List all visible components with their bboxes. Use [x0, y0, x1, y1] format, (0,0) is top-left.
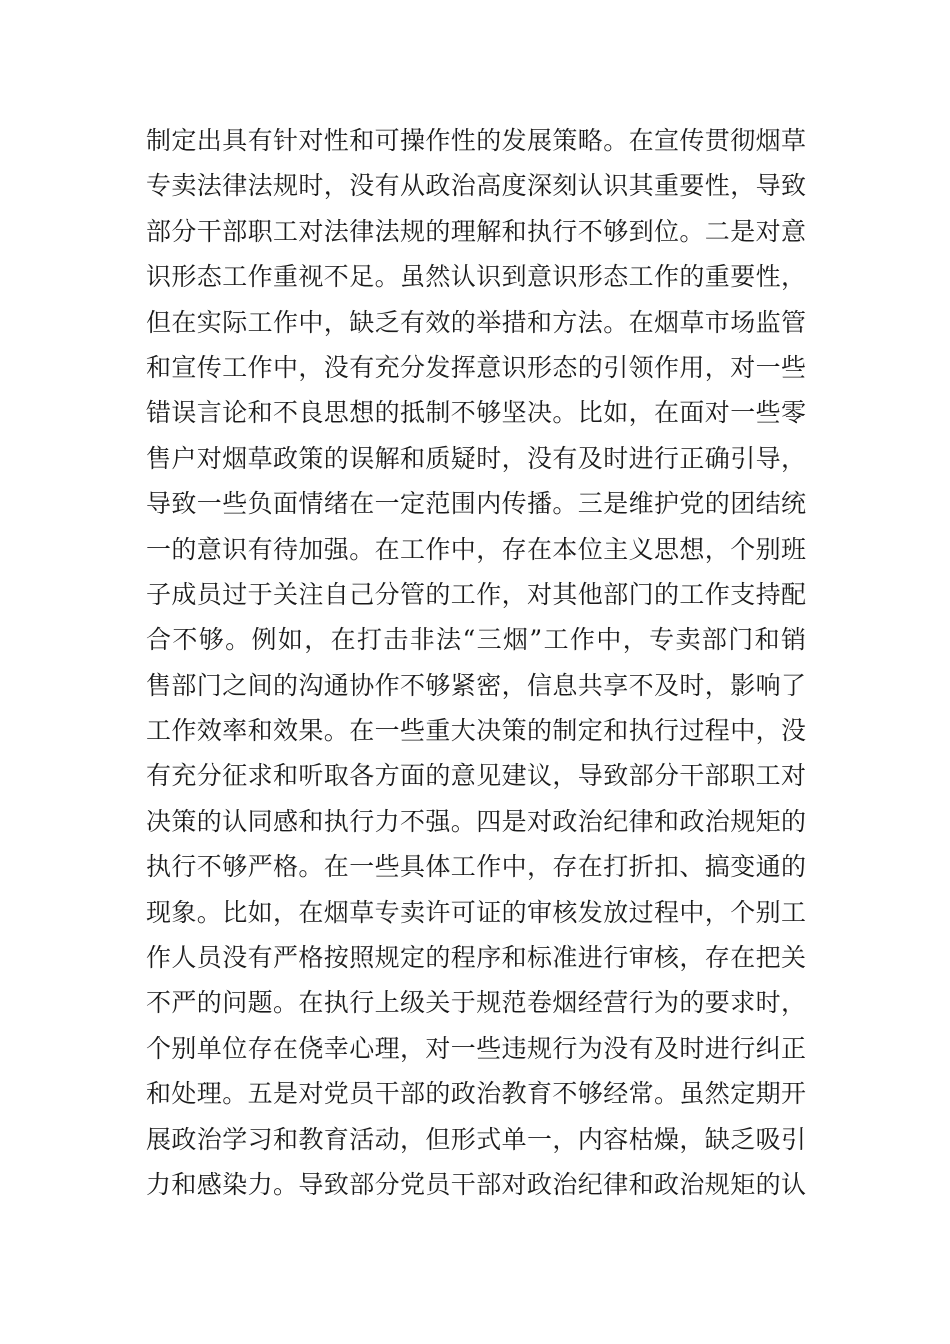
body-text [146, 118, 806, 1207]
text-line-12: 合不够。例如，在打击非法“三烟”工作中，专卖部门和销 [146, 625, 806, 655]
text-line-16: 决策的认同感和执行力不强。四是对政治纪律和政治规矩的 [146, 806, 806, 836]
text-line-14: 工作效率和效果。在一些重大决策的制定和执行过程中，没 [146, 716, 806, 746]
text-line-19: 作人员没有严格按照规定的程序和标准进行审核，存在把关 [146, 943, 806, 973]
text-line-21: 个别单位存在侥幸心理，对一些违规行为没有及时进行纠正 [146, 1033, 806, 1063]
text-line-9: 导致一些负面情绪在一定范围内传播。三是维护党的团结统 [146, 489, 806, 519]
text-line-11: 子成员过于关注自己分管的工作，对其他部门的工作支持配 [146, 579, 806, 609]
text-line-15: 有充分征求和听取各方面的意见建议，导致部分干部职工对 [146, 761, 806, 791]
text-line-24: 力和感染力。导致部分党员干部对政治纪律和政治规矩的认 [146, 1169, 806, 1199]
text-line-17: 执行不够严格。在一些具体工作中，存在打折扣、搞变通的 [146, 852, 806, 882]
text-line-1: 制定出具有针对性和可操作性的发展策略。在宣传贯彻烟草 [146, 126, 806, 155]
text-line-20: 不严的问题。在执行上级关于规范卷烟经营行为的要求时， [146, 988, 806, 1018]
text-line-22: 和处理。五是对党员干部的政治教育不够经常。虽然定期开 [146, 1079, 806, 1109]
text-line-6: 和宣传工作中，没有充分发挥意识形态的引领作用，对一些 [146, 352, 806, 382]
text-line-8: 售户对烟草政策的误解和质疑时，没有及时进行正确引导， [146, 443, 806, 473]
text-line-13: 售部门之间的沟通协作不够紧密，信息共享不及时，影响了 [146, 670, 806, 700]
text-line-7: 错误言论和不良思想的抵制不够坚决。比如，在面对一些零 [146, 398, 806, 428]
text-line-5: 但在实际工作中，缺乏有效的举措和方法。在烟草市场监管 [146, 307, 806, 337]
text-line-18: 现象。比如，在烟草专卖许可证的审核发放过程中，个别工 [146, 897, 806, 927]
text-line-2: 专卖法律法规时，没有从政治高度深刻认识其重要性，导致 [146, 171, 806, 201]
text-line-4: 识形态工作重视不足。虽然认识到意识形态工作的重要性， [146, 262, 806, 292]
text-line-10: 一的意识有待加强。在工作中，存在本位主义思想，个别班 [146, 534, 806, 564]
text-line-3: 部分干部职工对法律法规的理解和执行不够到位。二是对意 [146, 216, 806, 246]
text-line-23: 展政治学习和教育活动，但形式单一，内容枯燥，缺乏吸引 [146, 1124, 806, 1154]
